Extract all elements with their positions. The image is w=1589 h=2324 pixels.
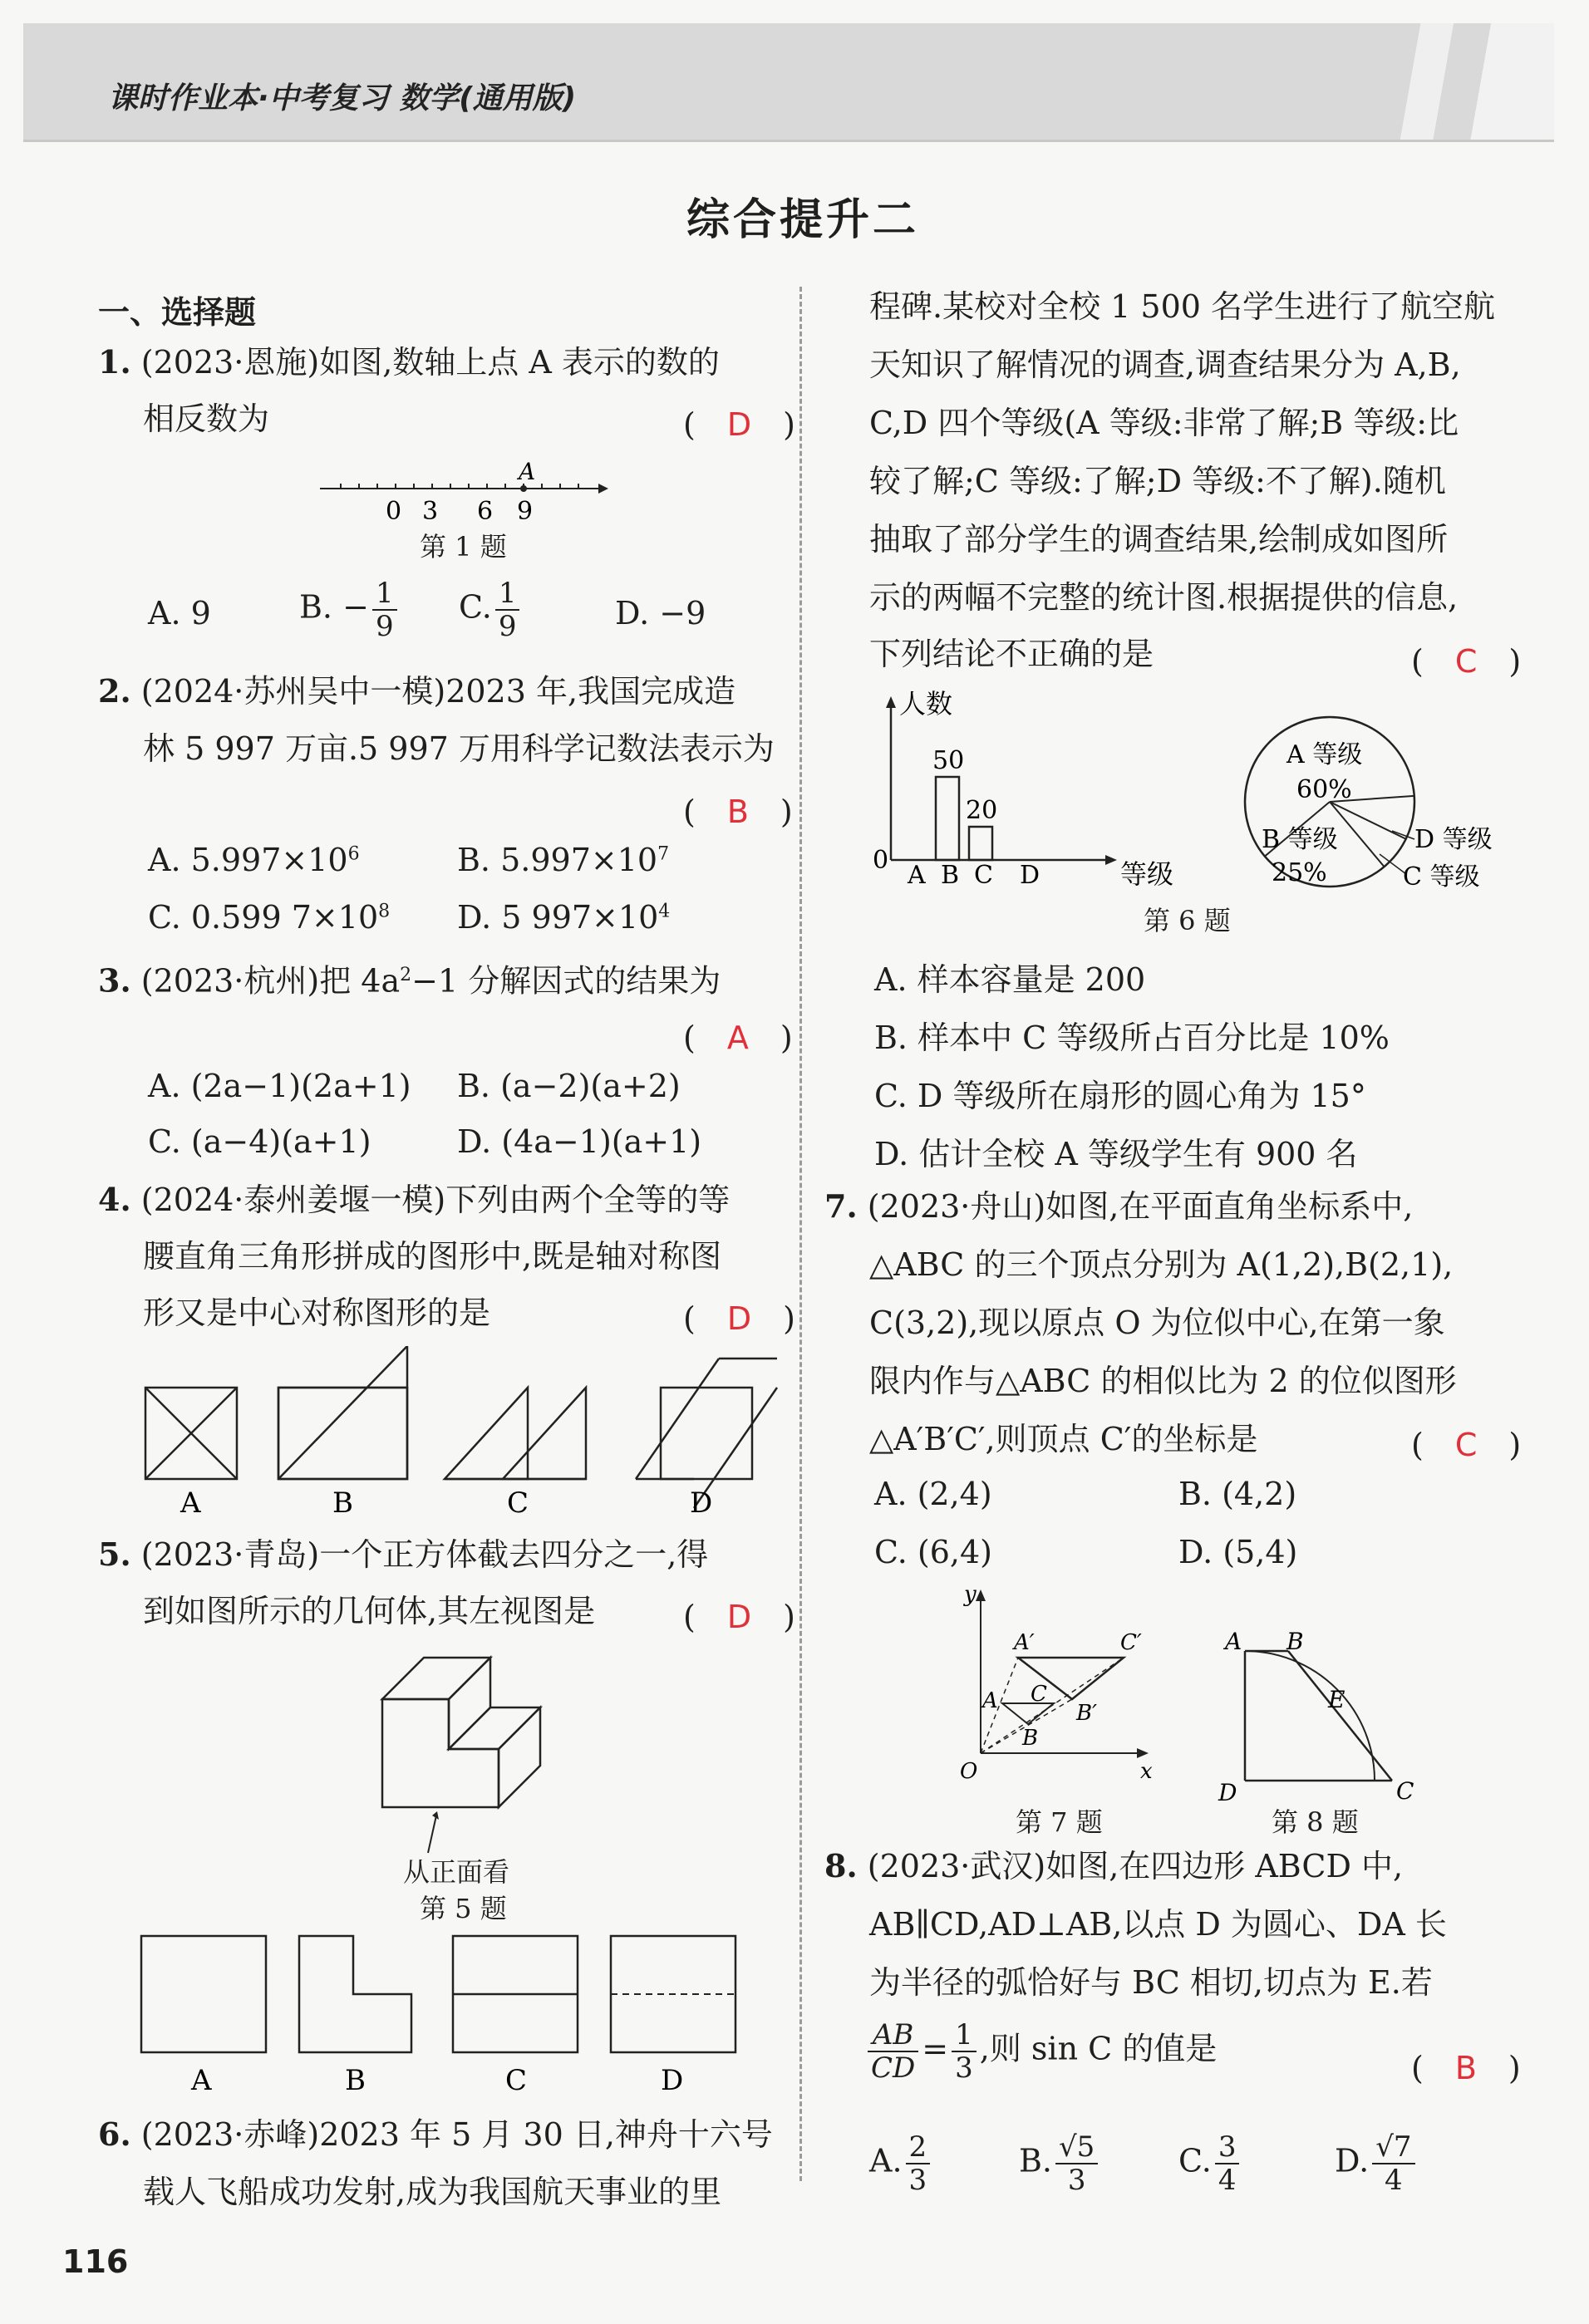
q8-option-b-fraction	[1055, 2131, 1098, 2196]
header-divider	[23, 140, 1554, 142]
q1-answer: ( D )	[683, 406, 795, 443]
pie-sector-boundary	[1330, 802, 1385, 867]
q8-label-d: D	[1218, 1779, 1237, 1803]
q1-tick-label: 3	[422, 497, 439, 526]
bar-value-label: 50	[932, 746, 965, 775]
q6-text-7: 抽取了部分学生的调查结果,绘制成如图所	[869, 521, 1449, 558]
q3-option-a: A. (2a−1)(2a+1)	[148, 1068, 411, 1104]
bar-x-arrow	[1105, 855, 1117, 865]
q1-line-1	[98, 342, 720, 382]
q3-option-b: B. (a−2)(a+2)	[457, 1068, 681, 1104]
q8-option-c-fraction	[1215, 2131, 1240, 2196]
q7-option-d: D. (5,4)	[1178, 1534, 1298, 1570]
q8-label-e: E	[1328, 1686, 1345, 1713]
q4-text-3: 形又是中心对称图形的是	[143, 1295, 491, 1331]
q8-condition-text: ,则 sin C 的值是	[979, 2030, 1218, 2067]
q2-answer-letter: B	[726, 794, 749, 830]
q6-line-1	[98, 2115, 773, 2154]
q3-option-c: C. (a−4)(a+1)	[148, 1123, 371, 1160]
q6-text-5: C,D 四个等级(A 等级:非常了解;B 等级:比	[869, 405, 1459, 441]
q1-tick-label: 0	[386, 497, 402, 526]
q7-label-a: A	[982, 1688, 998, 1713]
q2-text-1: (2024·苏州吴中一模)2023 年,我国完成造	[140, 673, 736, 710]
q1-option-b	[299, 577, 401, 642]
q7-y-arrow	[976, 1589, 986, 1601]
fraction-numerator: 3	[1215, 2131, 1240, 2164]
q1-text-1: (2023·恩施)如图,数轴上点 A 表示的数的	[140, 344, 720, 381]
q1-option-c	[459, 577, 523, 642]
q7-number: 7.	[824, 1187, 858, 1225]
q1-answer-letter: D	[726, 406, 752, 443]
q3-number: 3.	[98, 961, 131, 1000]
q5-number: 5.	[98, 1535, 131, 1573]
q7-caption: 第 7 题	[1016, 1806, 1103, 1838]
pie-label-c: C 等级	[1403, 862, 1480, 892]
fraction-numerator: 1	[952, 2019, 977, 2052]
q8-text-1: (2023·武汉)如图,在四边形 ABCD 中,	[867, 1848, 1404, 1884]
q2-option-b-base: B. 5.997×10	[457, 842, 658, 878]
q8-text-2: AB∥CD,AD⊥AB,以点 D 为圆心、DA 长	[869, 1906, 1447, 1943]
fraction-denominator: 4	[1385, 2164, 1403, 2197]
page-number: 116	[62, 2243, 129, 2280]
bar-y-arrow	[886, 696, 896, 708]
q7-label-b2: B′	[1076, 1701, 1098, 1726]
pie-label-a: A 等级	[1286, 740, 1363, 769]
q4-label-c: C	[507, 1486, 529, 1520]
q7-option-c: C. (6,4)	[874, 1534, 992, 1570]
q4-label-d: D	[690, 1486, 713, 1520]
column-divider	[799, 287, 802, 2181]
bar-category-label: A	[908, 861, 926, 890]
q8-option-c	[1178, 2131, 1242, 2196]
pie-label-d: D 等级	[1414, 825, 1493, 854]
q7-text-5: △A′B′C′,则顶点 C′的坐标是	[869, 1421, 1258, 1457]
q7-label-x: x	[1140, 1759, 1153, 1784]
q6-option-d: D. 估计全校 A 等级学生有 900 名	[874, 1136, 1358, 1172]
q8-condition-equals: =	[922, 2030, 949, 2067]
q5-label-c: C	[505, 2064, 528, 2097]
q8-label-b: B	[1286, 1628, 1304, 1655]
q8-caption: 第 8 题	[1272, 1806, 1359, 1838]
fraction-denominator: 9	[498, 610, 517, 643]
q4-label-b: B	[332, 1486, 353, 1520]
fraction-numerator: AB	[868, 2019, 918, 2052]
fraction-denominator: 4	[1218, 2164, 1237, 2197]
q7-answer-letter: C	[1454, 1427, 1478, 1463]
q2-option-d	[457, 899, 670, 936]
q5-solid-figure	[366, 1649, 565, 1857]
q6-option-a: A. 样本容量是 200	[874, 961, 1146, 998]
fraction-denominator: CD	[871, 2051, 916, 2085]
q6-text-9: 下列结论不正确的是	[869, 636, 1154, 672]
q8-option-a-fraction	[906, 2131, 931, 2196]
q7-x-arrow	[1137, 1748, 1149, 1758]
bar-x-label: 等级	[1120, 858, 1174, 890]
q7-label-c: C	[1031, 1682, 1047, 1707]
q8-option-d-fraction	[1372, 2131, 1414, 2196]
q2-option-c-exp: 8	[378, 901, 391, 922]
q6-option-c: C. D 等级所在扇形的圆心角为 15°	[874, 1078, 1366, 1114]
q7-line-1	[824, 1187, 1413, 1226]
header-title: 课时作业本·中考复习 数学(通用版)	[108, 81, 577, 115]
q7-label-o: O	[960, 1759, 978, 1784]
bar-category-label: C	[974, 861, 993, 890]
q5-caption: 第 5 题	[420, 1893, 507, 1924]
q7-label-y: y	[964, 1583, 977, 1607]
q2-text-2: 林 5 997 万亩.5 997 万用科学记数法表示为	[143, 730, 775, 767]
fraction-denominator: 3	[908, 2164, 927, 2197]
q1-tick-label: 6	[477, 497, 494, 526]
q6-text-4: 天知识了解情况的调查,调查结果分为 A,B,	[869, 346, 1461, 383]
fraction-numerator: 1	[495, 577, 520, 611]
header-decoration	[1355, 23, 1554, 140]
q1-option-c-fraction	[495, 577, 520, 642]
q8-option-d	[1335, 2131, 1419, 2196]
q2-option-c	[148, 899, 390, 936]
q6-number: 6.	[98, 2115, 131, 2153]
bar-category-label: D	[1020, 861, 1040, 890]
q1-option-d: D. −9	[615, 595, 706, 631]
q8-option-d-prefix: D.	[1335, 2142, 1370, 2179]
q2-option-d-base: D. 5 997×10	[457, 899, 659, 936]
q8-condition-ratio	[952, 2019, 977, 2084]
q2-option-b-exp: 7	[657, 843, 670, 865]
bar-B	[936, 777, 959, 860]
q1-option-b-prefix: B. −	[299, 588, 369, 626]
bar-value-label: 20	[966, 796, 998, 825]
q7-label-b: B	[1022, 1726, 1039, 1751]
q5-text-2: 到如图所示的几何体,其左视图是	[143, 1593, 596, 1629]
q2-line-1	[98, 671, 735, 711]
q5-answer: ( D )	[683, 1599, 795, 1635]
q6-text-3: 程碑.某校对全校 1 500 名学生进行了航空航	[869, 288, 1496, 325]
q1-text-2: 相反数为	[143, 400, 270, 437]
q6-caption: 第 6 题	[1144, 905, 1231, 936]
q3-answer: ( A )	[683, 1020, 793, 1056]
q1-number: 1.	[98, 343, 131, 381]
q8-option-a	[869, 2131, 933, 2196]
section-heading: 一、选择题	[98, 294, 257, 331]
fraction-denominator: 3	[955, 2051, 973, 2085]
q7-text-4: 限内作与△ABC 的相似比为 2 的位似图形	[869, 1363, 1457, 1399]
q1-option-c-prefix: C.	[459, 588, 492, 626]
bar-category-label: B	[941, 861, 960, 890]
q6-text-6: 较了解;C 等级:了解;D 等级:不了解).随机	[869, 463, 1446, 499]
fraction-denominator: 9	[375, 610, 394, 643]
fraction-numerator: √5	[1055, 2131, 1098, 2164]
q4-answer-letter: D	[726, 1300, 752, 1337]
q1-point-a	[520, 485, 527, 492]
q2-option-b	[457, 842, 669, 878]
q7-answer: ( C )	[1411, 1427, 1522, 1463]
q6-bar-chart	[864, 690, 1197, 906]
q8-option-c-prefix: C.	[1178, 2142, 1212, 2179]
q5-label-a: A	[191, 2064, 212, 2097]
q6-answer-letter: C	[1454, 643, 1478, 680]
q7-option-b: B. (4,2)	[1178, 1476, 1297, 1512]
q8-option-b-prefix: B.	[1019, 2142, 1053, 2179]
q2-answer: ( B )	[683, 794, 793, 830]
q2-option-a-exp: 6	[347, 843, 360, 865]
q8-answer-letter: B	[1454, 2050, 1477, 2086]
q2-option-c-base: C. 0.599 7×10	[148, 899, 379, 936]
q7-text-1: (2023·舟山)如图,在平面直角坐标系中,	[867, 1188, 1414, 1225]
q4-figures	[137, 1346, 785, 1521]
pie-value-a: 60%	[1296, 775, 1352, 804]
q5-label-b: B	[345, 2064, 366, 2097]
q8-number: 8.	[824, 1847, 858, 1884]
q2-option-d-exp: 4	[658, 901, 671, 922]
q6-text-2: 载人飞船成功发射,成为我国航天事业的里	[143, 2174, 722, 2210]
q7-label-a2: A′	[1014, 1630, 1035, 1655]
q6-text-8: 示的两幅不完整的统计图.根据提供的信息,	[869, 579, 1459, 616]
page-title: 综合提升二	[686, 195, 920, 245]
q3-answer-letter: A	[726, 1020, 749, 1056]
q7-option-a: A. (2,4)	[874, 1476, 992, 1512]
q5-answer-letter: D	[726, 1599, 752, 1635]
q8-option-b	[1019, 2131, 1101, 2196]
q1-option-b-fraction	[372, 577, 397, 642]
q7-text-3: C(3,2),现以原点 O 为位似中心,在第一象	[869, 1304, 1445, 1341]
q6-option-b: B. 样本中 C 等级所占百分比是 10%	[874, 1020, 1390, 1056]
q1-caption: 第 1 题	[420, 531, 507, 563]
q4-label-a: A	[180, 1486, 201, 1520]
q6-pie-chart	[1222, 715, 1537, 906]
q8-line-1	[824, 1846, 1403, 1886]
q3-text-post: −1 分解因式的结果为	[411, 962, 721, 1000]
q4-text-1: (2024·泰州姜堰一模)下列由两个全等的等	[140, 1182, 731, 1218]
pie-value-b: 25%	[1272, 858, 1327, 887]
q4-text-2: 腰直角三角形拼成的图形中,既是轴对称图	[143, 1238, 722, 1275]
q8-label-a: A	[1225, 1628, 1242, 1655]
q8-option-a-prefix: A.	[869, 2142, 903, 2179]
q2-number: 2.	[98, 672, 131, 710]
q8-condition-fraction	[868, 2019, 918, 2084]
q1-point-label: A	[519, 461, 536, 485]
fraction-denominator: 3	[1067, 2164, 1086, 2197]
q8-label-c: C	[1396, 1777, 1414, 1803]
bar-y-label: 人数	[899, 690, 953, 720]
q2-option-a	[148, 842, 360, 878]
fraction-numerator: 2	[906, 2131, 931, 2164]
q1-tick-label: 9	[517, 497, 534, 526]
q4-number: 4.	[98, 1181, 131, 1218]
q8-figure	[1213, 1624, 1429, 1803]
q8-answer: ( B )	[1411, 2050, 1521, 2086]
q4-answer: ( D )	[683, 1300, 795, 1337]
q7-text-2: △ABC 的三个顶点分别为 A(1,2),B(2,1),	[869, 1246, 1454, 1283]
q6-text-1: (2023·赤峰)2023 年 5 月 30 日,神舟十六号	[140, 2116, 773, 2153]
fraction-numerator: √7	[1372, 2131, 1414, 2164]
q1-option-a: A. 9	[148, 595, 211, 631]
q5-text-1: (2023·青岛)一个正方体截去四分之一,得	[140, 1536, 709, 1573]
q8-condition	[864, 2019, 1217, 2084]
bar-C	[969, 827, 992, 860]
bar-origin-label: 0	[873, 846, 889, 875]
q3-option-d: D. (4a−1)(a+1)	[457, 1123, 702, 1160]
q7-figure	[947, 1583, 1163, 1799]
pie-label-b: B 等级	[1262, 825, 1338, 854]
q2-option-a-base: A. 5.997×10	[148, 842, 348, 878]
q3-text-exp: 2	[400, 965, 412, 985]
q5-view-label: 从正面看	[403, 1856, 510, 1888]
q5-line-1	[98, 1535, 708, 1575]
q8-text-3: 为半径的弧恰好与 BC 相切,切点为 E.若	[869, 1964, 1433, 2001]
q5-option-figures	[137, 1932, 752, 2098]
q6-answer: ( C )	[1411, 643, 1522, 680]
q3-line-1	[98, 956, 721, 1001]
q3-text-pre: (2023·杭州)把 4a	[140, 962, 401, 1000]
fraction-numerator: 1	[372, 577, 397, 611]
pie-sector-boundary	[1330, 802, 1406, 839]
q7-label-c2: C′	[1120, 1630, 1142, 1655]
q5-label-d: D	[661, 2064, 684, 2097]
q4-line-1	[98, 1180, 730, 1220]
